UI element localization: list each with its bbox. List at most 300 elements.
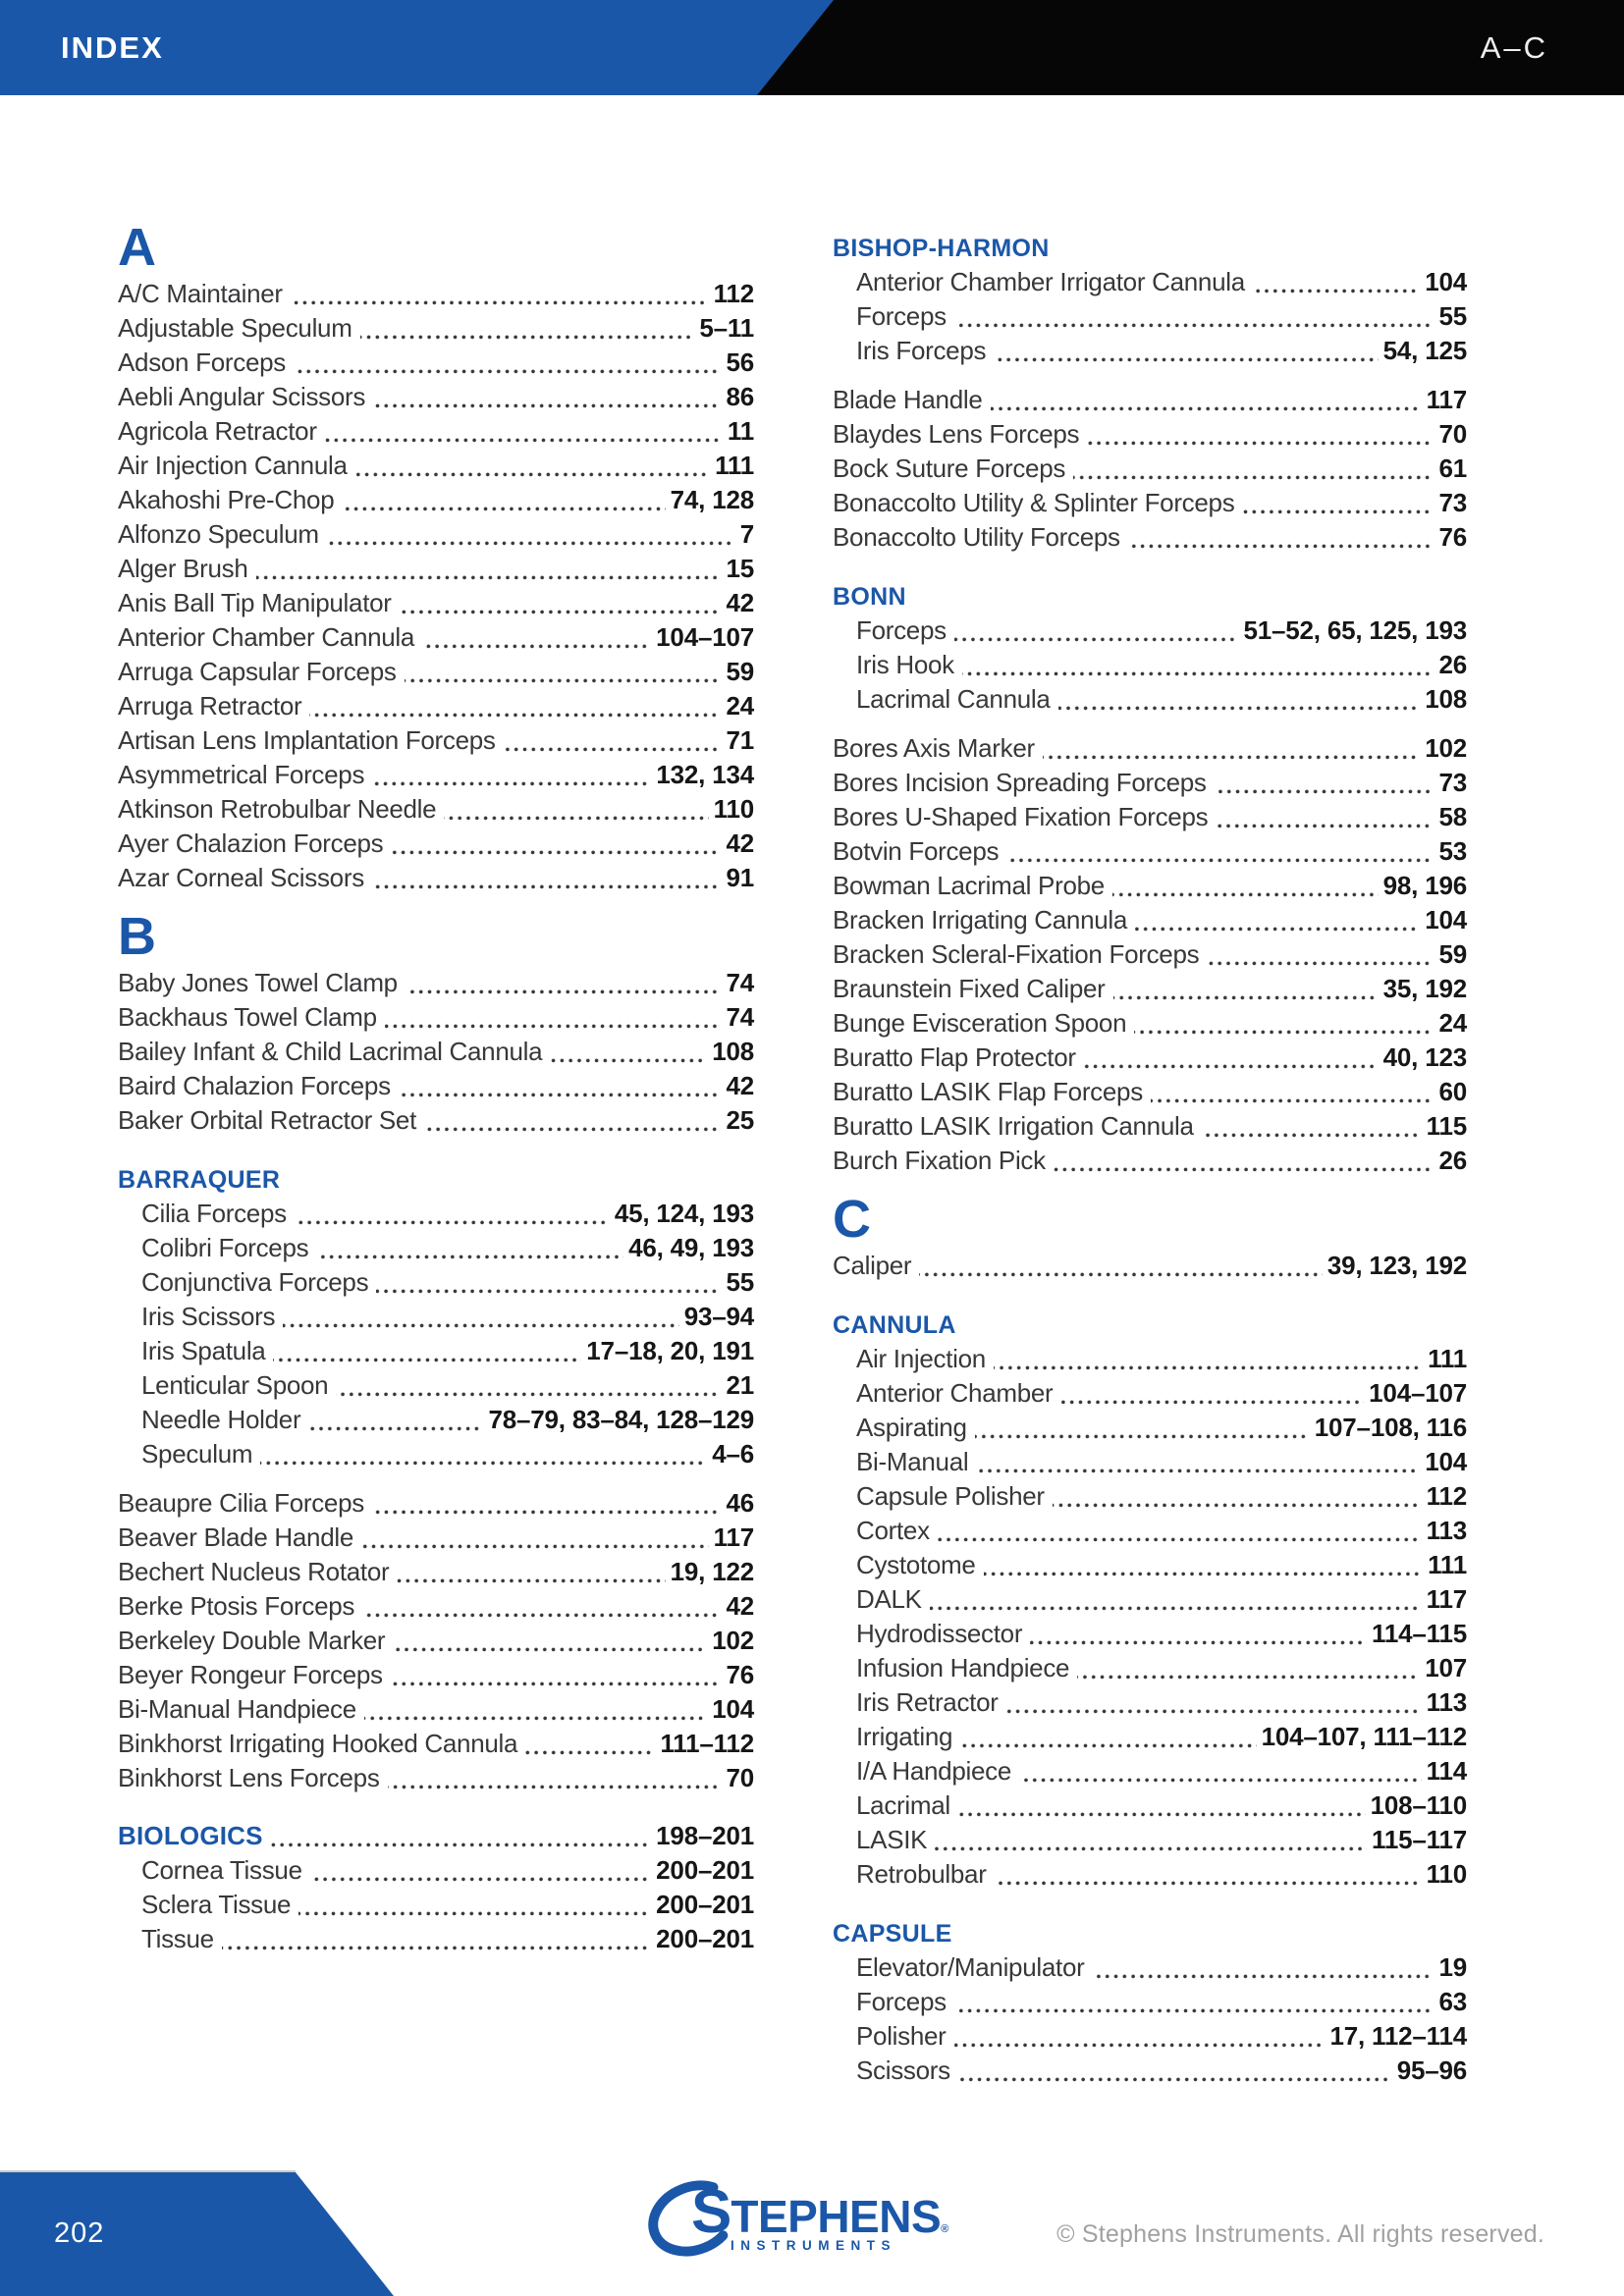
entry-label: Alfonzo Speculum [118, 519, 319, 549]
index-entry [118, 1890, 754, 1924]
index-entry [833, 1722, 1467, 1756]
entry-label: Cornea Tissue [141, 1855, 302, 1885]
entry-label: Berke Ptosis Forceps [118, 1591, 355, 1621]
index-entry [118, 691, 754, 725]
dot-leader [962, 671, 1435, 676]
index-entry [833, 488, 1467, 522]
entry-page-numbers: 104 [1425, 1447, 1467, 1476]
index-entry [118, 1370, 754, 1405]
entry-label: Asymmetrical Forceps [118, 760, 365, 789]
entry-label: Iris Forceps [856, 336, 987, 365]
index-entry [118, 347, 754, 382]
entry-label: Bailey Infant & Child Lacrimal Cannula [118, 1037, 543, 1066]
entry-block [118, 1199, 754, 1473]
entry-label: Bi-Manual [856, 1447, 969, 1476]
entry-label: Ayer Chalazion Forceps [118, 828, 384, 858]
dot-leader [954, 2043, 1326, 2048]
entry-label: Sclera Tissue [141, 1890, 292, 1919]
entry-page-numbers: 70 [726, 1763, 754, 1792]
entry-page-numbers: 42 [726, 588, 754, 617]
entry-label: Buratto LASIK Irrigation Cannula [833, 1111, 1194, 1141]
entry-page-numbers: 104–107, 111–112 [1261, 1722, 1467, 1751]
entry-label: Bunge Evisceration Spoon [833, 1008, 1127, 1038]
index-entry [118, 657, 754, 691]
entry-label: Adjustable Speculum [118, 313, 352, 343]
entry-page-numbers: 200–201 [656, 1924, 754, 1953]
entry-page-numbers: 70 [1438, 419, 1467, 449]
index-entry [833, 454, 1467, 488]
dot-leader [391, 850, 721, 855]
group-heading: CANNULA [833, 1311, 956, 1339]
dot-leader [308, 1426, 483, 1431]
entry-label: Bonaccolto Utility & Splinter Forceps [833, 488, 1235, 517]
entry-label: Anterior Chamber Cannula [118, 622, 415, 652]
index-entry [833, 1859, 1467, 1894]
entry-label: Atkinson Retrobulbar Needle [118, 794, 437, 824]
entry-label: Hydrodissector [856, 1619, 1023, 1648]
dot-leader [256, 575, 722, 580]
dot-leader [283, 1323, 678, 1328]
entry-page-numbers: 91 [726, 863, 754, 892]
entry-label: Speculum [141, 1439, 253, 1468]
entry-label: Anterior Chamber Irrigator Cannula [856, 267, 1245, 296]
entry-label: Binkhorst Irrigating Hooked Cannula [118, 1729, 518, 1758]
entry-label: Iris Scissors [141, 1302, 276, 1331]
index-entry [118, 1302, 754, 1336]
entry-page-numbers: 198–201 [656, 1821, 754, 1850]
dot-leader [336, 1392, 721, 1397]
entry-label: A/C Maintainer [118, 279, 283, 308]
entry-label: Baird Chalazion Forceps [118, 1071, 391, 1100]
entry-page-numbers: 115 [1426, 1111, 1467, 1141]
index-entry [833, 1344, 1467, 1378]
index-entry [833, 522, 1467, 557]
dot-leader [360, 335, 695, 340]
entry-label: Bock Suture Forceps [833, 454, 1066, 483]
dot-leader [1060, 1400, 1364, 1405]
index-entry [833, 1111, 1467, 1146]
index-entry [833, 836, 1467, 871]
entry-page-numbers: 76 [726, 1660, 754, 1689]
entry-page-numbers: 24 [1438, 1008, 1467, 1038]
index-entry [118, 968, 754, 1002]
entry-page-numbers: 26 [1438, 1146, 1467, 1175]
entry-block [833, 733, 1467, 1180]
index-entry [118, 828, 754, 863]
entry-label: Bi-Manual Handpiece [118, 1694, 356, 1724]
dot-leader [372, 884, 722, 889]
entry-label: Needle Holder [141, 1405, 301, 1434]
dot-leader [550, 1058, 707, 1063]
dot-leader [295, 1220, 610, 1225]
entry-page-numbers: 104 [1425, 905, 1467, 934]
dot-leader [1207, 961, 1434, 966]
entry-label: Cystotome [856, 1550, 976, 1579]
entry-label: Bores Incision Spreading Forceps [833, 768, 1207, 797]
index-entry [118, 554, 754, 588]
entry-page-numbers: 76 [1438, 522, 1467, 552]
entry-page-numbers: 5–11 [699, 313, 754, 343]
index-entry [118, 1488, 754, 1522]
entry-label: Aspirating [856, 1413, 967, 1442]
index-entry [118, 1855, 754, 1890]
entry-page-numbers: 107–108, 116 [1314, 1413, 1467, 1442]
index-entry [833, 1146, 1467, 1180]
entry-label: Elevator/Manipulator [856, 1952, 1085, 1982]
entry-label: Burch Fixation Pick [833, 1146, 1046, 1175]
dot-leader [273, 1358, 581, 1362]
dot-leader [1043, 755, 1420, 760]
entry-label: Blade Handle [833, 385, 983, 414]
entry-label: Polisher [856, 2021, 947, 2051]
entry-block [118, 968, 754, 1140]
entry-page-numbers: 104–107 [656, 622, 754, 652]
logo-first-letter: S [691, 2178, 731, 2246]
dot-leader [984, 1572, 1424, 1576]
entry-label: Anterior Chamber [856, 1378, 1054, 1408]
dot-leader [1092, 1974, 1434, 1979]
index-entry [833, 2021, 1467, 2056]
entry-page-numbers: 111 [1428, 1550, 1467, 1579]
dot-leader [995, 1881, 1422, 1886]
entry-label: Beaver Blade Handle [118, 1522, 354, 1552]
entry-label: Buratto Flap Protector [833, 1042, 1076, 1072]
entry-page-numbers: 46 [726, 1488, 754, 1518]
dot-leader [1019, 1778, 1422, 1783]
entry-block [118, 1855, 754, 1958]
entry-label: Air Injection [856, 1344, 986, 1373]
entry-page-numbers: 73 [1438, 768, 1467, 797]
entry-page-numbers: 110 [713, 794, 754, 824]
index-entry [833, 1378, 1467, 1413]
entry-page-numbers: 117 [1426, 385, 1467, 414]
dot-leader [372, 781, 651, 786]
index-entry [833, 1008, 1467, 1042]
entry-label: Lacrimal Cannula [856, 684, 1051, 714]
letter-heading: C [833, 1190, 871, 1249]
entry-label: Lenticular Spoon [141, 1370, 329, 1400]
dot-leader [424, 1127, 721, 1132]
entry-page-numbers: 42 [726, 1071, 754, 1100]
entry-page-numbers: 113 [1426, 1516, 1467, 1545]
index-entry [118, 1336, 754, 1370]
entry-page-numbers: 74 [726, 968, 754, 997]
dot-leader [1073, 475, 1434, 480]
index-entry [833, 1550, 1467, 1584]
dot-leader [935, 1846, 1367, 1851]
entry-block [833, 385, 1467, 557]
entry-block [833, 1344, 1467, 1894]
entry-page-numbers: 7 [739, 519, 754, 549]
entry-label: Azar Corneal Scissors [118, 863, 364, 892]
entry-page-numbers: 24 [726, 691, 754, 721]
entry-page-numbers: 45, 124, 193 [614, 1199, 754, 1228]
registered-mark-icon: ® [941, 2223, 949, 2235]
entry-page-numbers: 21 [726, 1370, 754, 1400]
index-entry [118, 1821, 754, 1855]
index-entry [833, 1516, 1467, 1550]
index-entry [118, 279, 754, 313]
index-entry [833, 1687, 1467, 1722]
dot-leader [1253, 289, 1420, 294]
index-entry [833, 684, 1467, 719]
entry-page-numbers: 108–110 [1370, 1790, 1467, 1820]
entry-page-numbers: 132, 134 [656, 760, 754, 789]
entry-label: LASIK [856, 1825, 928, 1854]
index-entry [833, 974, 1467, 1008]
dot-leader [919, 1272, 1323, 1277]
dot-leader [1077, 1675, 1420, 1680]
entry-page-numbers: 74 [726, 1002, 754, 1032]
entry-label: Air Injection Cannula [118, 451, 348, 480]
entry-page-numbers: 107 [1425, 1653, 1467, 1682]
entry-page-numbers: 42 [726, 1591, 754, 1621]
index-entry [833, 1077, 1467, 1111]
index-entry [833, 1756, 1467, 1790]
dot-leader [1135, 927, 1420, 932]
index-column-right [833, 0, 1467, 2090]
index-entry [118, 1729, 754, 1763]
dot-leader [291, 300, 709, 305]
index-entry [833, 1987, 1467, 2021]
index-entry [833, 615, 1467, 650]
dot-leader [1084, 1064, 1379, 1069]
entry-label: Arruga Capsular Forceps [118, 657, 397, 686]
entry-label: Forceps [856, 301, 947, 331]
dot-leader [309, 713, 721, 718]
entry-label: Beyer Rongeur Forceps [118, 1660, 383, 1689]
entry-label: Caliper [833, 1251, 912, 1280]
entry-page-numbers: 73 [1438, 488, 1467, 517]
entry-page-numbers: 54, 125 [1382, 336, 1467, 365]
index-entry [118, 725, 754, 760]
entry-label: Berkeley Double Marker [118, 1626, 386, 1655]
entry-page-numbers: 60 [1438, 1077, 1467, 1106]
entry-page-numbers: 17, 112–114 [1329, 2021, 1467, 2051]
dot-leader [954, 2008, 1435, 2013]
dot-leader [1087, 441, 1434, 446]
dot-leader [391, 1682, 722, 1686]
entry-label: Forceps [856, 615, 947, 645]
footer-page-number: 202 [54, 2217, 105, 2249]
entry-label: Beaupre Cilia Forceps [118, 1488, 364, 1518]
index-entry [833, 1952, 1467, 1987]
dot-leader [975, 1434, 1310, 1439]
entry-page-numbers: 46, 49, 193 [628, 1233, 754, 1262]
dot-leader [1215, 789, 1435, 794]
entry-page-numbers: 111 [715, 451, 754, 480]
dot-leader [364, 1716, 707, 1721]
dot-leader [954, 637, 1239, 642]
entry-block [833, 1952, 1467, 2090]
index-entry [118, 622, 754, 657]
dot-leader [298, 1911, 651, 1916]
entry-label: Artisan Lens Implantation Forceps [118, 725, 496, 755]
index-entry [118, 485, 754, 519]
entry-page-numbers: 53 [1438, 836, 1467, 866]
dot-leader [355, 472, 710, 477]
dot-leader [399, 1093, 722, 1097]
entry-page-numbers: 55 [1438, 301, 1467, 331]
logo-subtitle: INSTRUMENTS [731, 2238, 896, 2253]
index-entry [118, 451, 754, 485]
dot-leader [930, 1606, 1422, 1611]
entry-page-numbers: 110 [1426, 1859, 1467, 1889]
index-entry [833, 733, 1467, 768]
index-entry [118, 519, 754, 554]
entry-page-numbers: 56 [726, 347, 754, 377]
entry-page-numbers: 4–6 [712, 1439, 754, 1468]
group-heading: BARRAQUER [118, 1166, 281, 1194]
index-entry [118, 1660, 754, 1694]
dot-leader [1058, 706, 1421, 711]
entry-page-numbers: 111–112 [660, 1729, 754, 1758]
index-entry [833, 1042, 1467, 1077]
index-entry [833, 650, 1467, 684]
index-entry [833, 1584, 1467, 1619]
entry-page-numbers: 11 [727, 416, 754, 446]
entry-label: Braunstein Fixed Caliper [833, 974, 1106, 1003]
index-entry [118, 1439, 754, 1473]
dot-leader [444, 816, 708, 821]
dot-leader [260, 1461, 707, 1466]
entry-page-numbers: 114 [1426, 1756, 1467, 1786]
page-title: INDEX [61, 29, 164, 65]
entry-page-numbers: 117 [713, 1522, 754, 1552]
index-entry [118, 794, 754, 828]
dot-leader [1151, 1098, 1435, 1103]
dot-leader [422, 644, 651, 649]
entry-page-numbers: 40, 123 [1382, 1042, 1467, 1072]
dot-leader [1216, 824, 1434, 828]
index-entry [118, 1522, 754, 1557]
entry-page-numbers: 102 [1425, 733, 1467, 763]
index-entry [833, 802, 1467, 836]
entry-label: Bores U-Shaped Fixation Forceps [833, 802, 1209, 831]
letter-heading: B [118, 907, 156, 966]
entry-label: Conjunctiva Forceps [141, 1267, 369, 1297]
dot-leader [325, 438, 723, 443]
entry-page-numbers: 108 [712, 1037, 754, 1066]
entry-block [118, 279, 754, 897]
dot-leader [327, 541, 735, 546]
index-entry [118, 1626, 754, 1660]
entry-page-numbers: 117 [1426, 1584, 1467, 1614]
entry-page-numbers: 26 [1438, 650, 1467, 679]
entry-page-numbers: 59 [1438, 939, 1467, 969]
entry-label: Infusion Handpiece [856, 1653, 1070, 1682]
index-entry [833, 871, 1467, 905]
index-entry [118, 1267, 754, 1302]
entry-label: Baker Orbital Retractor Set [118, 1105, 417, 1135]
entry-label: Bechert Nucleus Rotator [118, 1557, 390, 1586]
dot-leader [1006, 1709, 1422, 1714]
entry-label: I/A Handpiece [856, 1756, 1011, 1786]
index-section-range: A–C [1480, 29, 1548, 65]
entry-page-numbers: 104 [1425, 267, 1467, 296]
entry-label: Buratto LASIK Flap Forceps [833, 1077, 1143, 1106]
entry-label: DALK [856, 1584, 922, 1614]
entry-label: Arruga Retractor [118, 691, 302, 721]
entry-label: Akahoshi Pre-Chop [118, 485, 335, 514]
entry-page-numbers: 113 [1426, 1687, 1467, 1717]
dot-leader [393, 1647, 707, 1652]
index-entry [118, 588, 754, 622]
index-entry [833, 336, 1467, 370]
dot-leader [405, 678, 722, 683]
index-entry [833, 385, 1467, 419]
entry-page-numbers: 102 [712, 1626, 754, 1655]
entry-label: Baby Jones Towel Clamp [118, 968, 398, 997]
dot-leader [316, 1255, 623, 1259]
index-column-left [118, 0, 754, 1958]
entry-label: Iris Retractor [856, 1687, 999, 1717]
dot-leader [342, 507, 665, 511]
dot-leader [1054, 1167, 1435, 1172]
entry-label: Bracken Irrigating Cannula [833, 905, 1128, 934]
copyright-text: © Stephens Instruments. All rights reserved. [1056, 2220, 1544, 2248]
index-entry [118, 1105, 754, 1140]
entry-label: Bores Axis Marker [833, 733, 1035, 763]
index-entry [833, 301, 1467, 336]
dot-leader [1006, 858, 1434, 863]
index-entry [118, 1763, 754, 1797]
dot-leader [994, 357, 1378, 362]
entry-page-numbers: 115–117 [1372, 1825, 1467, 1854]
entry-page-numbers: 61 [1438, 454, 1467, 483]
index-entry [833, 1481, 1467, 1516]
entry-page-numbers: 114–115 [1372, 1619, 1467, 1648]
dot-leader [938, 1537, 1422, 1542]
entry-page-numbers: 71 [726, 725, 754, 755]
entry-page-numbers: 35, 192 [1382, 974, 1467, 1003]
entry-label: Backhaus Towel Clamp [118, 1002, 377, 1032]
dot-leader [976, 1468, 1420, 1473]
dot-leader [397, 1578, 665, 1583]
entry-label: Colibri Forceps [141, 1233, 309, 1262]
group-heading: BONN [833, 583, 906, 611]
dot-leader [361, 1544, 709, 1549]
entry-label: Anis Ball Tip Manipulator [118, 588, 392, 617]
entry-label: Botvin Forceps [833, 836, 1000, 866]
dot-leader [388, 1785, 722, 1789]
entry-label: Bracken Scleral-Fixation Forceps [833, 939, 1200, 969]
dot-leader [385, 1024, 722, 1029]
entry-block [118, 1488, 754, 1797]
entry-label: Iris Hook [856, 650, 954, 679]
entry-label: Blaydes Lens Forceps [833, 419, 1080, 449]
index-entry [833, 1790, 1467, 1825]
dot-leader [1202, 1133, 1422, 1138]
entry-label: Forceps [856, 1987, 947, 2016]
dot-leader [373, 403, 721, 408]
index-entry [118, 1405, 754, 1439]
dot-leader [1053, 1503, 1422, 1508]
dot-leader [372, 1510, 722, 1515]
entry-label: Iris Spatula [141, 1336, 266, 1365]
entry-page-numbers: 98, 196 [1382, 871, 1467, 900]
index-entry [118, 1199, 754, 1233]
index-entry [833, 1251, 1467, 1285]
dot-leader [362, 1613, 721, 1618]
index-entry [118, 760, 754, 794]
entry-label: Cilia Forceps [141, 1199, 287, 1228]
dot-leader [960, 1743, 1256, 1748]
entry-page-numbers: 112 [713, 279, 754, 308]
entry-page-numbers: 63 [1438, 1987, 1467, 2016]
dot-leader [1030, 1640, 1367, 1645]
dot-leader [958, 2077, 1392, 2082]
